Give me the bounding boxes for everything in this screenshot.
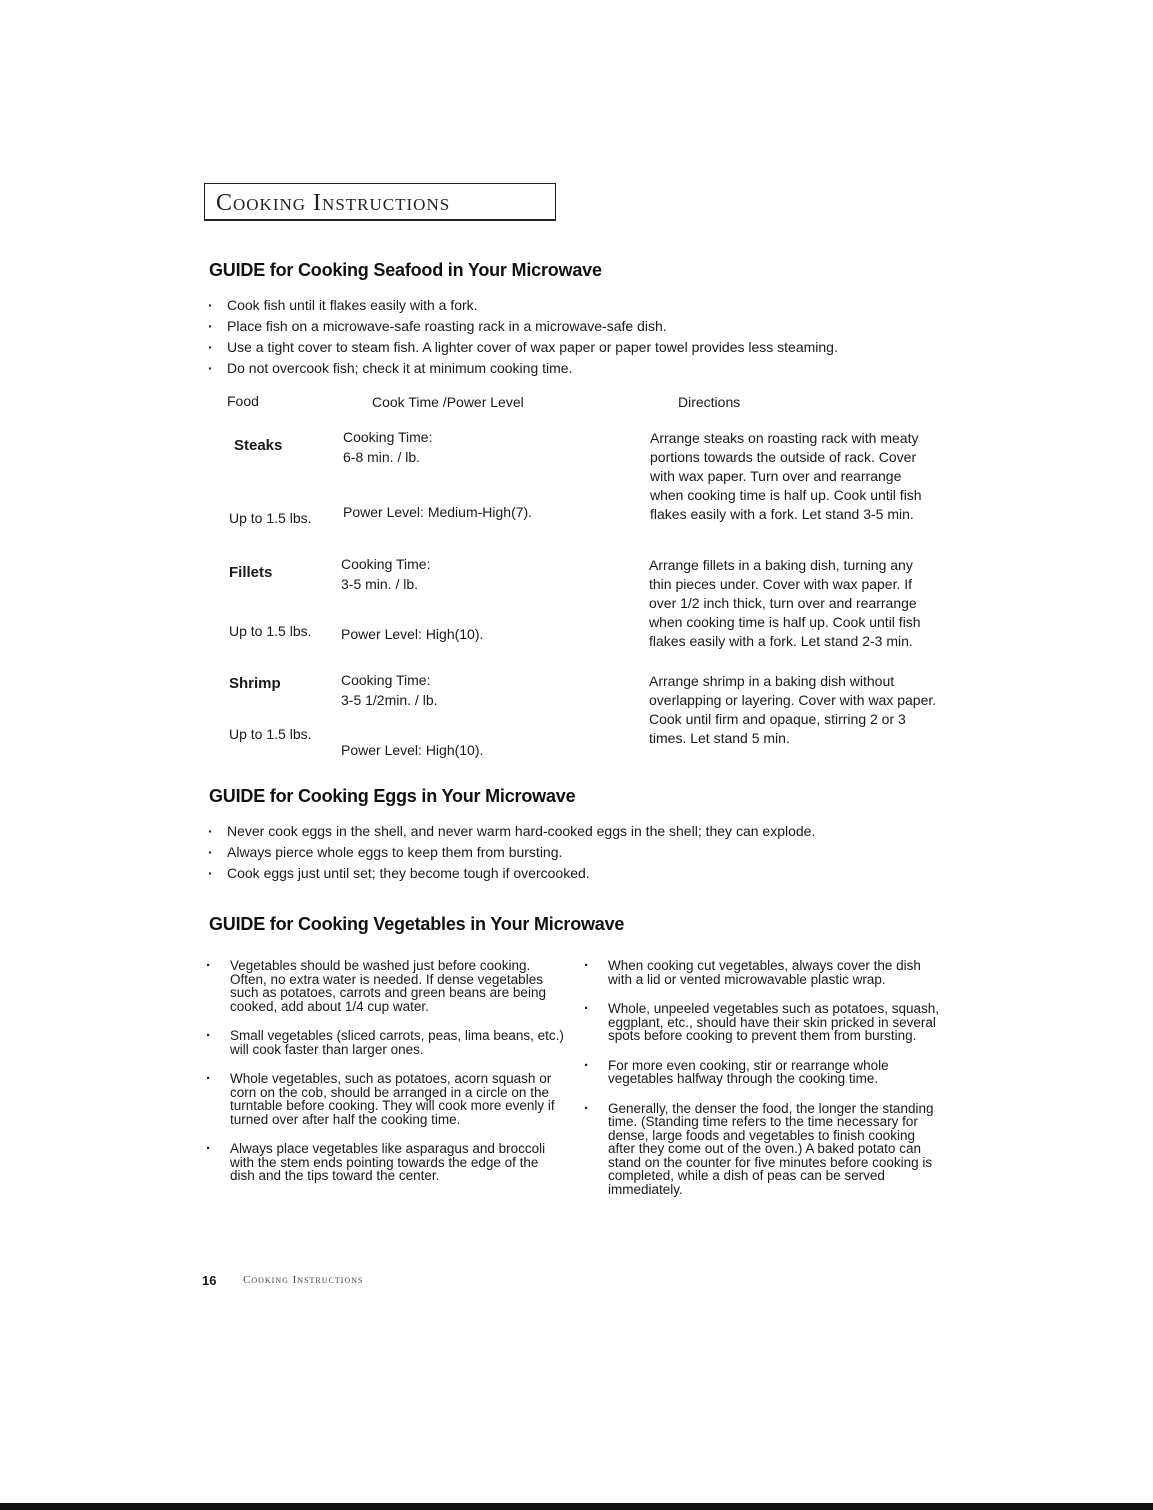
list-item: · Cook fish until it flakes easily with a fork. — [205, 295, 925, 316]
list-item: · Cook eggs just until set; they become tough if overcooked. — [205, 863, 925, 884]
list-item: · Whole vegetables, such as potatoes, acorn squash or corn on the cob, should be arranged in a circle on the turntable before cooking. They will cook more evenly if turned over after half the cooking time. — [204, 1072, 564, 1126]
list-item: · Always pierce whole eggs to keep them from bursting. — [205, 842, 925, 863]
directions-fillets: Arrange fillets in a baking dish, turning any thin pieces under. Cover with wax paper. If over 1/2 inch thick, turn over and rearrange when cooking time is half up. Cook until fish flakes easily with a fork. Let stand 2-3 min. — [649, 557, 921, 649]
list-item: · Vegetables should be washed just before cooking. Often, no extra water is needed. If dense vegetables such as potatoes, carrots and green beans are being cooked, add about 1/4 cup water. — [204, 959, 564, 1013]
table-header-directions: Directions — [678, 394, 741, 410]
time-value-steaks: 6-8 min. / lb. — [343, 449, 421, 465]
list-item: · Use a tight cover to steam fish. A lighter cover of wax paper or paper towel provides less steaming. — [205, 337, 925, 358]
power-shrimp: Power Level: High(10). — [341, 742, 484, 758]
list-item: · For more even cooking, stir or rearrange whole vegetables halfway through the cooking time. — [582, 1059, 940, 1086]
directions-steaks: Arrange steaks on roasting rack with meaty portions towards the outside of rack. Cover with wax paper. Turn over and rearrange when cooking time is half up. Cook until fish flakes easily with a fork. Let stand 3-5 min. — [650, 430, 922, 522]
table-header-time: Cook Time /Power Level — [372, 394, 524, 410]
time-label-shrimp: Cooking Time: — [341, 672, 431, 688]
list-item: · When cooking cut vegetables, always cover the dish with a lid or vented microwavable plastic wrap. — [582, 959, 940, 986]
bottom-edge-rule — [0, 1503, 1153, 1510]
page-number: 16 — [202, 1273, 217, 1288]
time-label-steaks: Cooking Time: — [343, 429, 433, 445]
time-label-fillets: Cooking Time: — [341, 556, 431, 572]
list-item: · Always place vegetables like asparagus and broccoli with the stem ends pointing towards the edge of the dish and the tips toward the center. — [204, 1142, 564, 1183]
table-header-food: Food — [227, 393, 259, 409]
list-item: · Never cook eggs in the shell, and never warm hard-cooked eggs in the shell; they can explode. — [205, 821, 925, 842]
power-steaks: Power Level: Medium-High(7). — [343, 504, 533, 520]
eggs-heading: GUIDE for Cooking Eggs in Your Microwave — [209, 786, 576, 806]
time-value-shrimp: 3-5 1/2min. / lb. — [341, 692, 438, 708]
list-item: · Whole, unpeeled vegetables such as potatoes, squash, eggplant, etc., should have their skin pricked in several spots before cooking to prevent them from bursting. — [582, 1002, 940, 1043]
food-steaks: Steaks — [234, 437, 283, 454]
section-header-title: Cooking Instructions — [216, 190, 451, 216]
weight-shrimp: Up to 1.5 lbs. — [229, 726, 312, 742]
weight-fillets: Up to 1.5 lbs. — [229, 623, 312, 639]
food-fillets: Fillets — [229, 564, 273, 581]
list-item: · Generally, the denser the food, the longer the standing time. (Standing time refers to the time necessary for dense, large foods and vegetables to finish cooking after they come out of the oven.) A baked potato can stand on the counter for five minutes before cooking is completed, while a dish of peas can be served immediately. — [582, 1102, 940, 1197]
vegetables-heading: GUIDE for Cooking Vegetables in Your Microwave — [209, 914, 625, 934]
weight-steaks: Up to 1.5 lbs. — [229, 510, 312, 526]
vegetables-right-column — [582, 959, 940, 1212]
time-value-fillets: 3-5 min. / lb. — [341, 576, 419, 592]
seafood-bullets — [205, 295, 925, 379]
power-fillets: Power Level: High(10). — [341, 626, 484, 642]
footer-section-label: Cooking Instructions — [243, 1274, 364, 1286]
food-shrimp: Shrimp — [229, 675, 281, 692]
directions-shrimp: Arrange shrimp in a baking dish without overlapping or layering. Cover with wax paper. Cook until firm and opaque, stirring 2 or 3 times. Let stand 5 min. — [649, 673, 937, 746]
eggs-bullets — [205, 821, 925, 884]
seafood-heading: GUIDE for Cooking Seafood in Your Microwave — [209, 260, 602, 280]
list-item: · Place fish on a microwave-safe roasting rack in a microwave-safe dish. — [205, 316, 925, 337]
list-item: · Do not overcook fish; check it at minimum cooking time. — [205, 358, 925, 379]
vegetables-left-column — [204, 959, 564, 1199]
list-item: · Small vegetables (sliced carrots, peas, lima beans, etc.) will cook faster than larger ones. — [204, 1029, 564, 1056]
